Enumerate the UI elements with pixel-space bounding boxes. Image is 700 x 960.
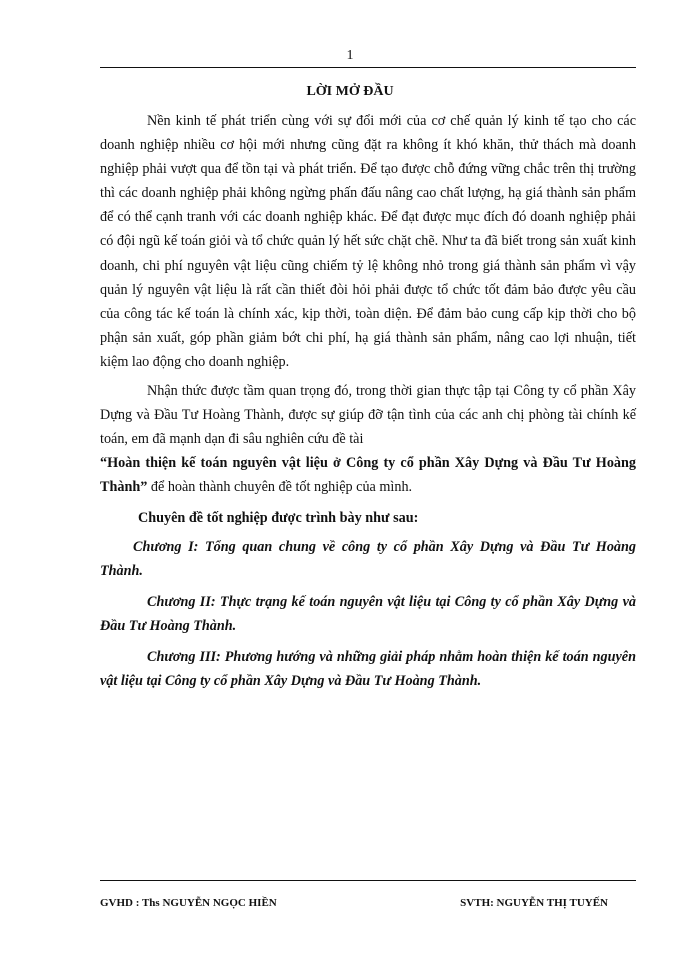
supervisor-label: GVHD : Ths NGUYỄN NGỌC HIỀN xyxy=(100,897,277,909)
intro-paragraph: Nền kinh tế phát triển cùng với sự đổi mới của cơ chế quản lý kinh tế tạo cho các doanh nghiệp nhiều cơ hội mới nhưng cũng đặt ra không ít khó khăn, thử thách mà doanh nghiệp phải vượt qua để tồn tại và phát triển. Để tạo được chỗ đứng vững chắc trên thị trường thì các doanh nghiệp phải không ngừng phấn đấu nâng cao chất lượng, hạ giá thành sản phẩm để có thể cạnh tranh với các doanh nghiệp khác. Để đạt được mục đích đó doanh nghiệp phải có đội ngũ kế toán giỏi và tổ chức quản lý hết sức chặt chẽ. Như ta đã biết trong sản xuất kinh doanh, chi phí nguyên vật liệu cũng chiếm tỷ lệ không nhỏ trong giá thành sản phẩm vì vậy quản lý nguyên vật liệu là rất cần thiết đòi hỏi phải được tổ chức tốt đảm bảo được yêu cầu của công tác kế toán là chính xác, kịp thời, toàn diện. Để đảm bảo cung cấp kịp thời cho bộ phận sản xuất, góp phần giảm bớt chi phí, hạ giá thành sản phẩm, nâng cao lợi nhuận, tiết kiệm lao động cho doanh nghiệp. xyxy=(100,113,636,370)
outline-heading: Chuyên đề tốt nghiệp được trình bày như sau: xyxy=(138,509,419,526)
topic-suffix: để hoàn thành chuyên đề tốt nghiệp của mình. xyxy=(147,479,413,496)
header-divider xyxy=(100,67,636,68)
page-title: LỜI MỞ ĐẦU xyxy=(306,84,394,99)
chapter-3: Chương III: Phương hướng và những giải pháp nhằm hoàn thiện kế toán nguyên vật liệu tại Công ty cổ phần Xây Dựng và Đầu Tư Hoàng Thành. xyxy=(100,648,636,690)
topic-title: “Hoàn thiện kế toán nguyên vật liệu ở Công ty cổ phần Xây Dựng và Đầu Tư Hoàng Thành” xyxy=(100,455,636,496)
document-body xyxy=(100,109,636,693)
footer-divider xyxy=(100,880,636,881)
page-number: 1 xyxy=(346,48,354,63)
topic-paragraph xyxy=(100,451,636,499)
student-label: SVTH: NGUYỄN THỊ TUYẾN xyxy=(460,897,608,909)
internship-paragraph: Nhận thức được tầm quan trọng đó, trong thời gian thực tập tại Công ty cổ phần Xây Dựng và Đầu Tư Hoàng Thành, được sự giúp đỡ tận tình của các anh chị phòng tài chính kế toán, em đã mạnh dạn đi sâu nghiên cứu đề tài xyxy=(100,383,636,448)
chapter-2: Chương II: Thực trạng kế toán nguyên vật liệu tại Công ty cổ phần Xây Dựng và Đầu Tư Hoàng Thành. xyxy=(100,593,636,634)
chapter-1: Chương I: Tổng quan chung về công ty cổ phần Xây Dựng và Đầu Tư Hoàng Thành. xyxy=(100,538,636,579)
